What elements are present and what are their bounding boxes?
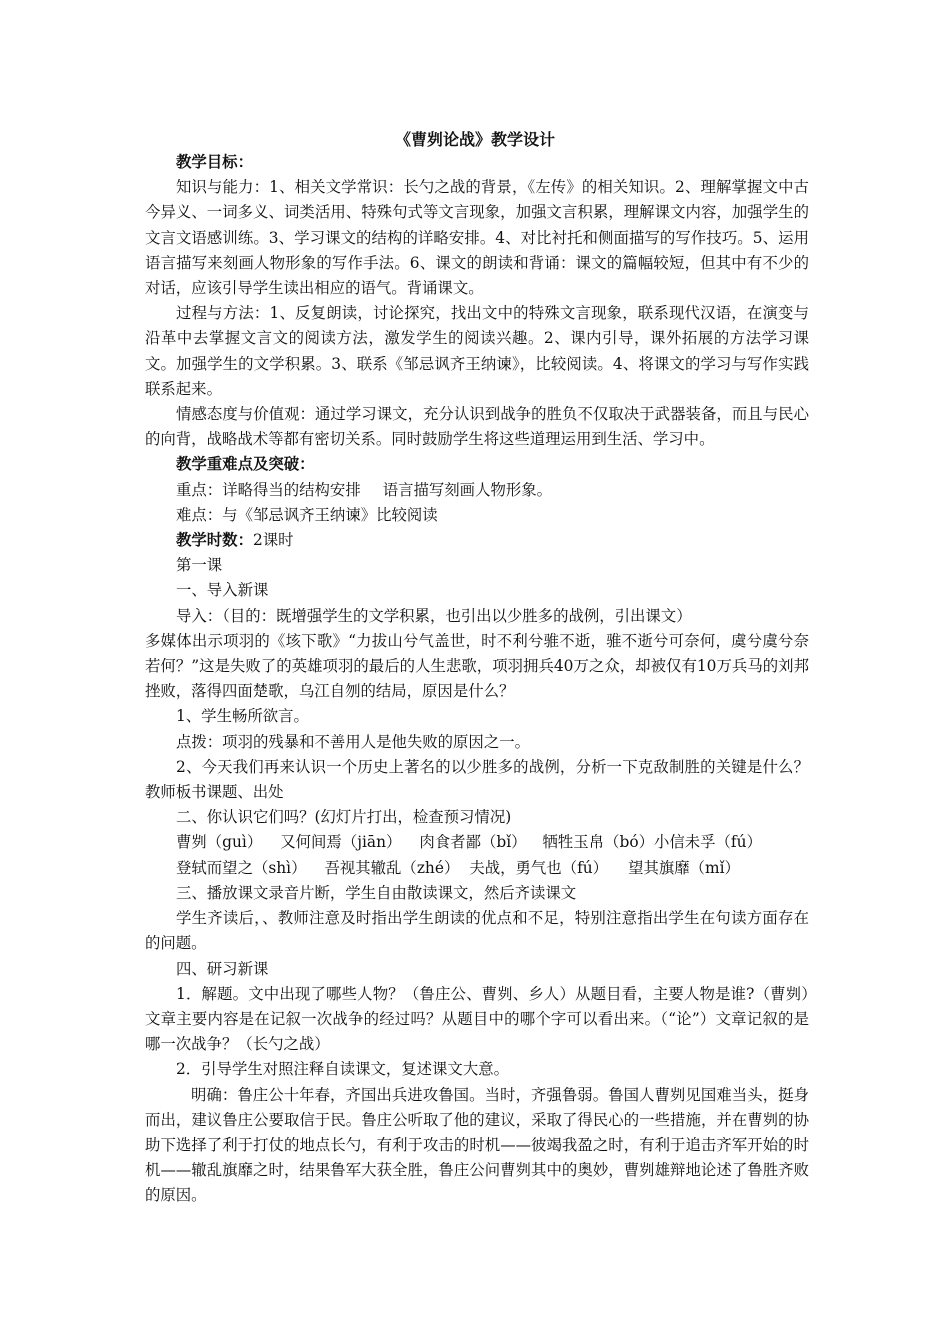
objective-process: 过程与方法：1、反复朗读，讨论探究，找出文中的特殊文言现象，联系现代汉语，在演变与沿革中去掌握文言文的阅读方法，激发学生的阅读兴趣。2、课内引导，课外拓展的方法学习课文。加强学生的文学积累。3、联系《邹忌讽齐王纳谏》，比较阅读。4、将课文的学习与写作实践联系起来。	[145, 304, 809, 398]
pronunciation-item: 登轼而望之（shì）	[176, 858, 307, 877]
pronunciation-item: 又何间焉（jiān）	[280, 833, 402, 852]
lesson-name: 第一课	[176, 556, 223, 575]
section2-heading: 二、你认识它们吗？(幻灯片打出，检查预习情况)	[176, 808, 512, 827]
objective-attitude: 情感态度与价值观：通过学习课文，充分认识到战争的胜负不仅取决于武器装备，而且与民心的向背，战略战术等都有密切关系。同时鼓励学生将这些道理运用到生活、学习中。	[145, 405, 809, 449]
document-body	[145, 150, 809, 1209]
pronunciation-item: 夫战，勇气也（fú）	[469, 858, 609, 877]
hard-point: 难点：与《邹忌讽齐王纳谏》比较阅读	[176, 505, 438, 524]
key-item-structure: 详略得当的结构安排	[222, 480, 361, 499]
section4-explanation: 明确：鲁庄公十年春，齐国出兵进攻鲁国。当时，齐强鲁弱。鲁国人曹刿见国难当头，挺身而出，建议鲁庄公要取信于民。鲁庄公听取了他的建议，采取了得民心的一些措施，并在曹刿的协助下选择了利于打仗的地点长勺，有利于攻击的时机——彼竭我盈之时，有利于追击齐军开始的时机——辙乱旗靡之时，结果鲁军大获全胜，鲁庄公问曹刿其中的奥妙，曹刿雄辩地论述了鲁胜齐败的原因。	[145, 1085, 809, 1205]
pronunciation-item: 望其旗靡（mǐ）	[628, 858, 740, 877]
key-point	[145, 478, 809, 503]
pronunciation-item: 牺牲玉帛（bó）小信未孚（fú）	[542, 833, 762, 852]
pronunciation-item: 吾视其辙乱（zhé）	[324, 858, 460, 877]
difficulty-heading: 教学重难点及突破：	[176, 455, 315, 474]
pronunciation-row-1	[145, 830, 809, 855]
hours-value: 2课时	[252, 531, 294, 550]
key-label: 重点：	[176, 480, 223, 499]
key-item-language: 语言描写刻画人物形象。	[382, 480, 553, 499]
objective-knowledge: 知识与能力：1、相关文学常识：长勺之战的背景，《左传》的相关知识。2、理解掌握文中古今异义、一词多义、词类活用、特殊句式等文言现象，加强文言积累，理解课文内容，加强学生的文言文语感训练。3、学习课文的结构的详略安排。4、对比衬托和侧面描写的写作技巧。5、运用语言描写来刻画人物形象的写作手法。6、课文的朗读和背诵：课文的篇幅较短，但其中有不少的对话，应该引导学生读出相应的语气。背诵课文。	[145, 178, 809, 298]
section4-heading: 四、研习新课	[176, 959, 269, 978]
objectives-heading: 教学目标：	[176, 153, 253, 171]
pronunciation-item: 肉食者鄙（bǐ）	[419, 833, 527, 852]
section1-step2: 2、今天我们再来认识一个历史上著名的以少胜多的战例，分析一下克敌制胜的关键是什么？教师板书课题、出处	[145, 757, 809, 802]
section3-text: 学生齐读后，、教师注意及时指出学生朗读的优点和不足，特别注意指出学生在句读方面存在的问题。	[145, 909, 809, 953]
section1-hint: 点拨：项羽的残暴和不善用人是他失败的原因之一。	[176, 732, 530, 751]
section1-heading: 一、导入新课	[176, 581, 269, 600]
hours-label: 教学时数：	[176, 531, 253, 550]
document-title: 《曹刿论战》教学设计	[394, 130, 555, 149]
section3-heading: 三、播放课文录音片断，学生自由散读课文，然后齐读课文	[176, 883, 577, 902]
section4-step2: 2．引导学生对照注释自读课文，复述课文大意。	[176, 1060, 509, 1079]
pronunciation-row-2	[145, 856, 809, 881]
section1-step1: 1、学生畅所欲言。	[176, 707, 309, 726]
teaching-hours	[145, 528, 809, 553]
pronunciation-item: 曹刿（guì）	[176, 833, 263, 852]
section1-intro: 导入：（目的：既增强学生的文学积累，也引出以少胜多的战例，引出课文）	[176, 606, 692, 625]
section4-step1: 1．解题。文中出现了哪些人物？（鲁庄公、曹刿、乡人）从题目看，主要人物是谁?（曹刿）文章主要内容是在记叙一次战争的经过吗？从题目中的哪个字可以看出来。（“论”）文章记叙的是哪一次战争？（长勺之战）	[145, 984, 809, 1054]
section1-media: 多媒体出示项羽的《垓下歌》“力拔山兮气盖世，时不利兮骓不逝，骓不逝兮可奈何，虞兮虞兮奈若何？”这是失败了的英雄项羽的最后的人生悲歌，项羽拥兵40万之众，却被仅有10万兵马的刘邦挫败，落得四面楚歌，乌江自刎的结局，原因是什么？	[145, 631, 809, 701]
